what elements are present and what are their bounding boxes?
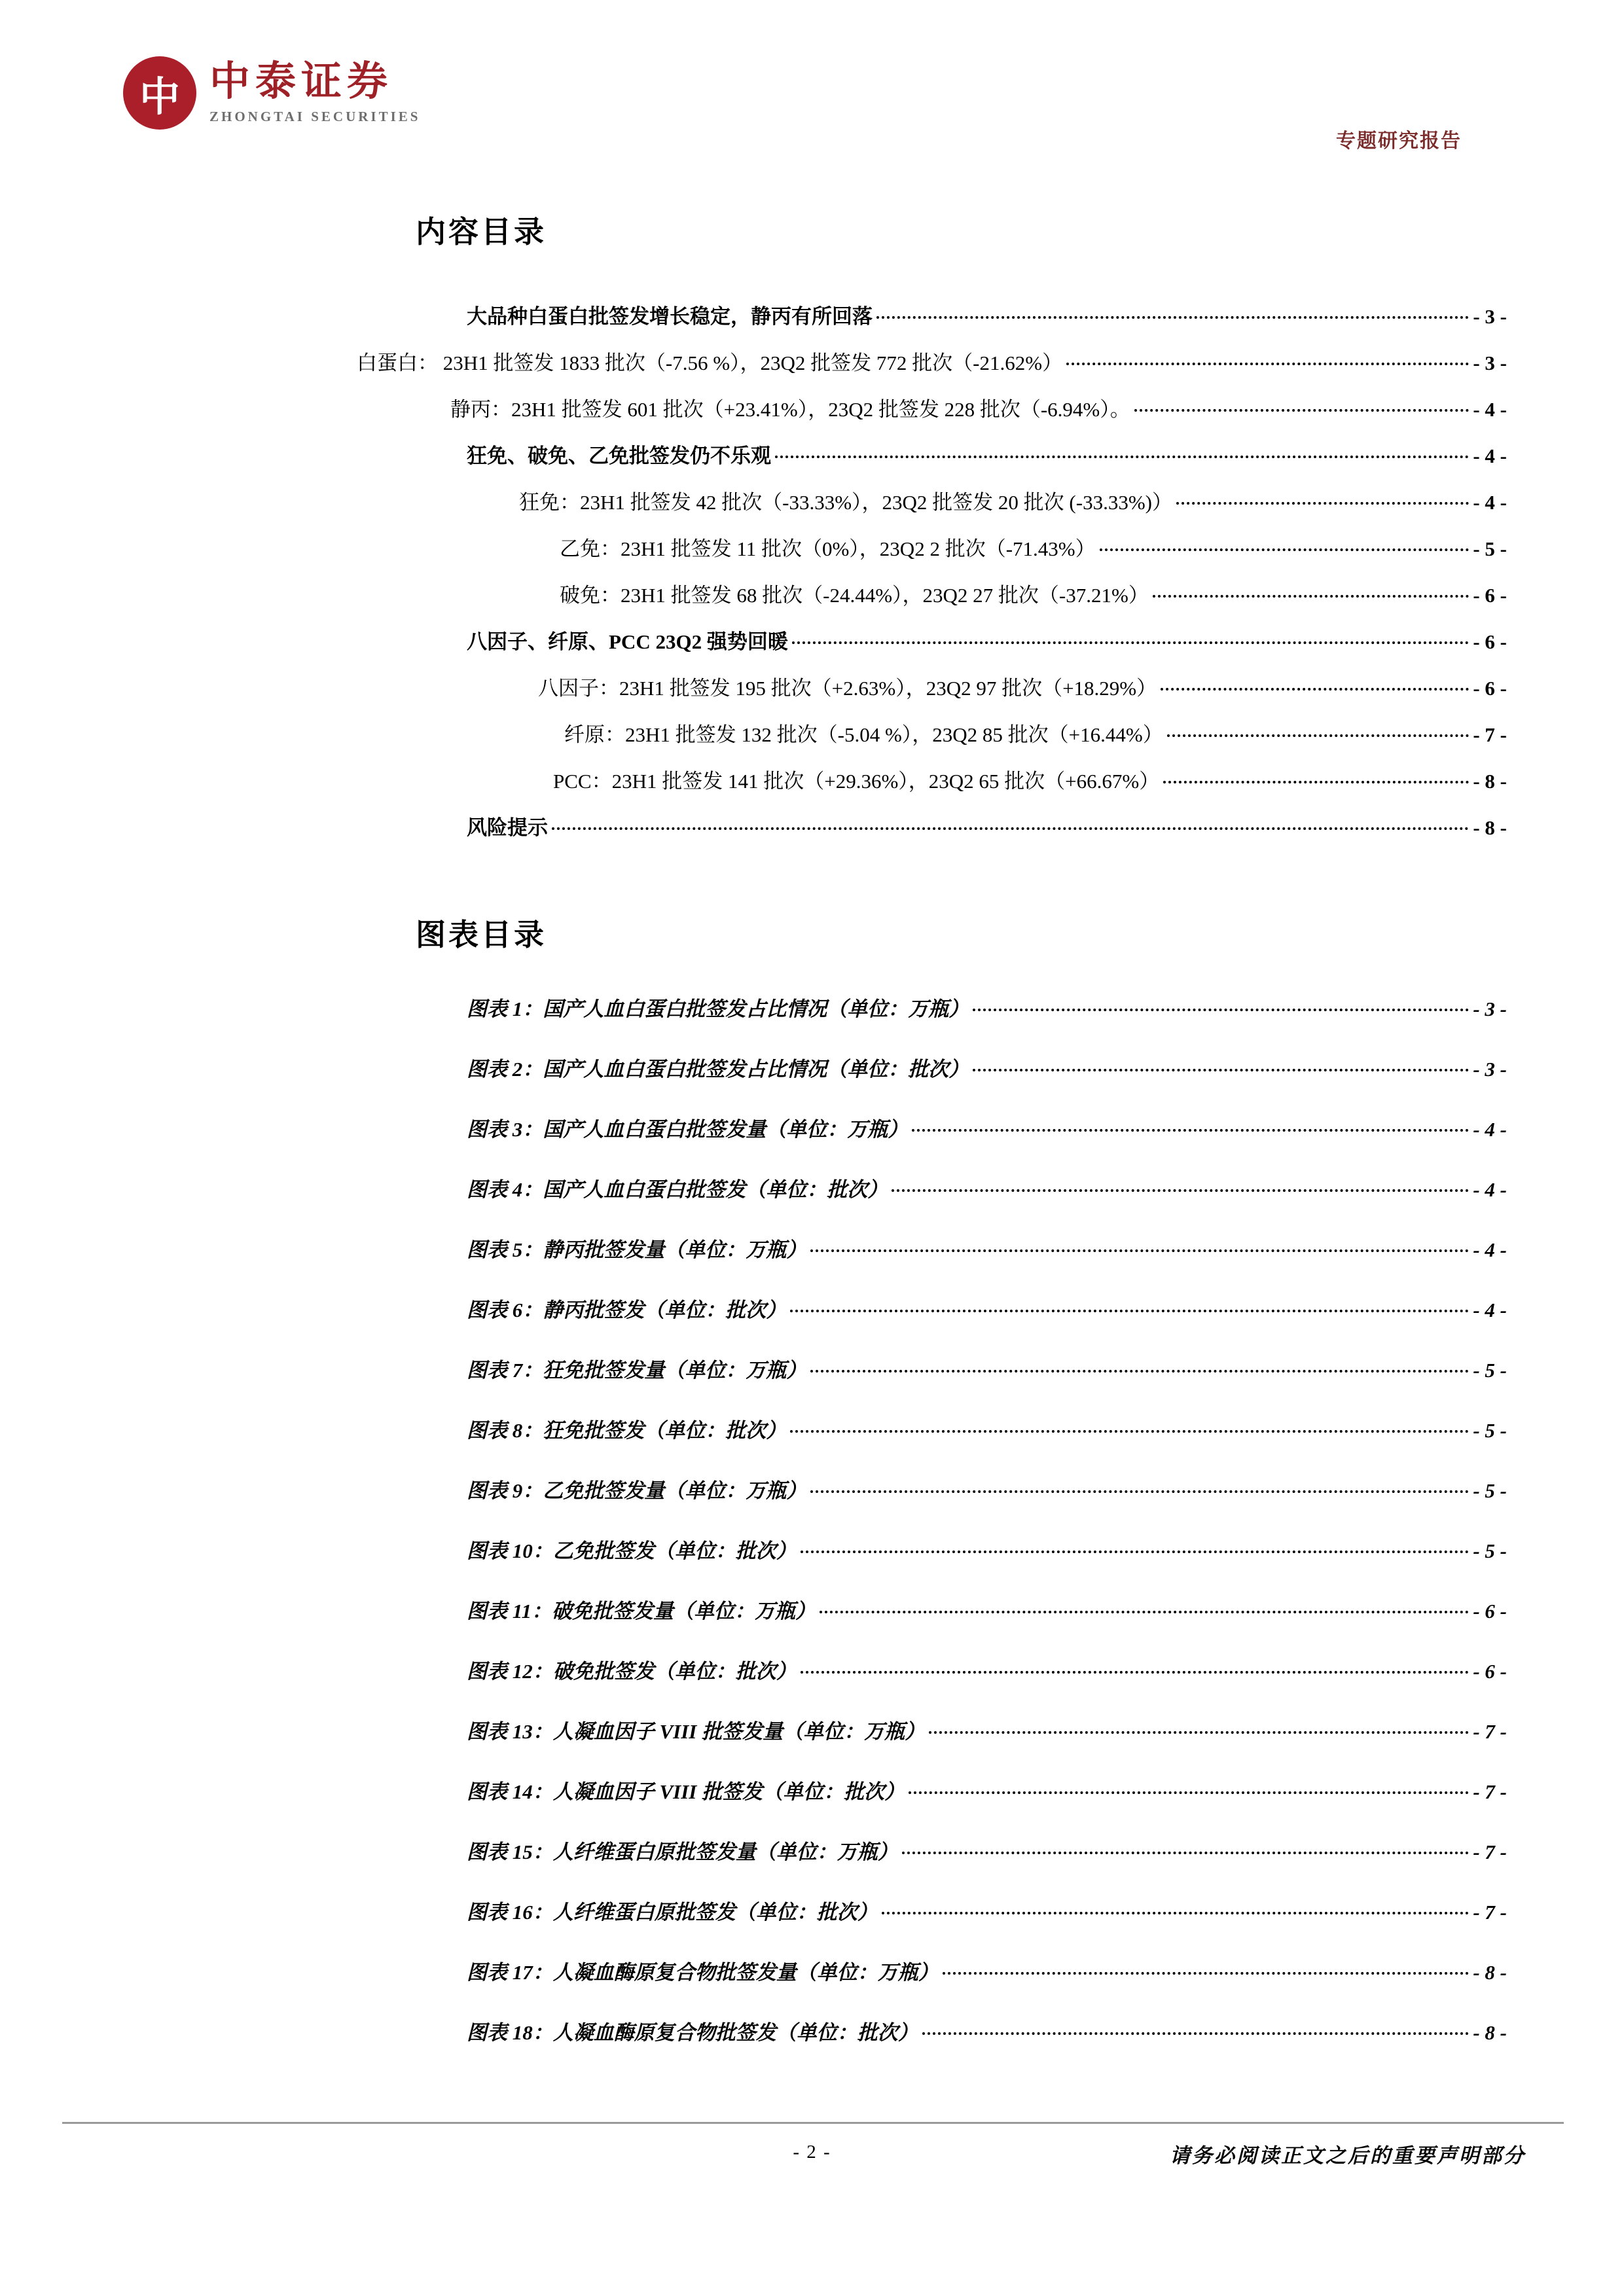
dot-leader: [1153, 595, 1470, 598]
figure-entry-text: 图表 3：国产人血白蛋白批签发量（单位：万瓶）: [467, 1118, 909, 1141]
toc-entry-text: 八因子：23H1 批签发 195 批次（+2.63%），23Q2 97 批次（+18.29%）: [538, 677, 1157, 700]
figure-entry-page: - 3 -: [1473, 1058, 1507, 1081]
dot-leader: [810, 1370, 1469, 1372]
toc-entry-page: - 5 -: [1473, 537, 1507, 560]
dot-leader: [943, 1972, 1470, 1975]
dot-leader: [1100, 548, 1470, 551]
figure-entry-text: 图表 4：国产人血白蛋白批签发（单位：批次）: [467, 1178, 888, 1201]
zhongtai-logo-icon: 中: [123, 56, 196, 130]
figure-entry-text: 图表 17：人凝血酶原复合物批签发量（单位：万瓶）: [467, 1961, 939, 1984]
figure-entry-page: - 5 -: [1473, 1539, 1507, 1562]
toc-entry-text: 狂免、破免、乙免批签发仍不乐观: [467, 444, 771, 467]
dot-leader: [1163, 781, 1469, 783]
figure-entry[interactable]: [467, 1401, 1507, 1461]
toc-entry-page: - 6 -: [1473, 630, 1507, 653]
figure-entry[interactable]: [467, 1581, 1507, 1641]
dot-leader: [1167, 734, 1470, 737]
figure-entry-page: - 4 -: [1473, 1118, 1507, 1141]
dot-leader: [820, 1611, 1469, 1613]
dot-leader: [1176, 502, 1469, 505]
figure-entry[interactable]: [467, 1461, 1507, 1521]
toc-entry[interactable]: [353, 665, 1507, 711]
figure-entry[interactable]: [467, 1100, 1507, 1160]
figure-entry-page: - 5 -: [1473, 1479, 1507, 1502]
figure-entry[interactable]: [467, 1220, 1507, 1280]
figure-entry-text: 图表 14：人凝血因子 VIII 批签发（单位：批次）: [467, 1780, 905, 1803]
figure-entry[interactable]: [467, 1822, 1507, 1882]
dot-leader: [801, 1551, 1470, 1553]
toc-entry[interactable]: [353, 526, 1507, 572]
toc-entry-page: - 8 -: [1473, 770, 1507, 793]
figure-entry-text: 图表 10：乙免批签发（单位：批次）: [467, 1539, 797, 1562]
figure-entry-page: - 7 -: [1473, 1780, 1507, 1803]
toc-title: 内容目录: [416, 215, 547, 249]
dot-leader: [810, 1490, 1469, 1493]
footer-disclaimer: 请务必阅读正文之后的重要声明部分: [1170, 2144, 1526, 2167]
dot-leader: [801, 1671, 1470, 1674]
figure-entry-text: 图表 1：国产人血白蛋白批签发占比情况（单位：万瓶）: [467, 997, 969, 1020]
figure-entry-page: - 6 -: [1473, 1660, 1507, 1683]
toc-entry[interactable]: [353, 711, 1507, 758]
figure-entry[interactable]: [467, 1641, 1507, 1702]
toc-entry-text: 静丙：23H1 批签发 601 批次（+23.41%），23Q2 批签发 228 批次（-6.94%）。: [450, 398, 1130, 421]
toc-entry-page: - 3 -: [1473, 351, 1507, 374]
dot-leader: [902, 1852, 1470, 1854]
toc-list: [353, 293, 1507, 851]
dot-leader: [790, 1430, 1469, 1433]
dot-leader: [792, 641, 1470, 644]
toc-entry-text: 大品种白蛋白批签发增长稳定，静丙有所回落: [467, 305, 873, 328]
figure-entry-text: 图表 8：狂免批签发（单位：批次）: [467, 1419, 787, 1442]
figure-entry[interactable]: [467, 1521, 1507, 1581]
figure-directory-title: 图表目录: [416, 918, 547, 952]
logo-en-text: ZHONGTAI SECURITIES: [209, 109, 421, 125]
figure-entry[interactable]: [467, 1943, 1507, 2003]
figure-entry[interactable]: [467, 1340, 1507, 1401]
figure-entry-page: - 7 -: [1473, 1901, 1507, 1924]
figure-entry[interactable]: [467, 1280, 1507, 1340]
figure-entry[interactable]: [467, 2003, 1507, 2063]
toc-entry[interactable]: [353, 619, 1507, 665]
dot-leader: [929, 1731, 1469, 1734]
toc-entry[interactable]: [353, 340, 1507, 386]
zhongtai-logo: [123, 56, 420, 130]
toc-entry-text: 纤原：23H1 批签发 132 批次（-5.04 %），23Q2 85 批次（+16.44%）: [564, 723, 1163, 746]
toc-entry-page: - 7 -: [1473, 723, 1507, 746]
dot-leader: [973, 1069, 1469, 1071]
figure-entry-page: - 4 -: [1473, 1178, 1507, 1201]
dot-leader: [775, 456, 1469, 458]
figure-entry-page: - 5 -: [1473, 1419, 1507, 1442]
toc-entry-text: 白蛋白： 23H1 批签发 1833 批次（-7.56 %），23Q2 批签发 772 批次（-21.62%）: [357, 351, 1063, 374]
footer-divider: [62, 2122, 1564, 2124]
figure-entry-page: - 8 -: [1473, 1961, 1507, 1984]
toc-entry-page: - 4 -: [1473, 398, 1507, 421]
toc-entry-page: - 6 -: [1473, 584, 1507, 607]
toc-entry-text: PCC：23H1 批签发 141 批次（+29.36%），23Q2 65 批次（+66.67%）: [553, 770, 1160, 793]
figure-entry-text: 图表 7：狂免批签发量（单位：万瓶）: [467, 1359, 807, 1382]
toc-entry[interactable]: [353, 433, 1507, 479]
dot-leader: [892, 1189, 1469, 1192]
figure-entry-text: 图表 5：静丙批签发量（单位：万瓶）: [467, 1238, 807, 1261]
toc-entry-text: 破免：23H1 批签发 68 批次（-24.44%），23Q2 27 批次（-37.21%）: [560, 584, 1149, 607]
figure-entry-text: 图表 6：静丙批签发（单位：批次）: [467, 1299, 787, 1321]
figure-entry-text: 图表 16：人纤维蛋白原批签发（单位：批次）: [467, 1901, 878, 1924]
toc-entry[interactable]: [353, 804, 1507, 851]
toc-entry[interactable]: [353, 386, 1507, 433]
figure-entry-page: - 8 -: [1473, 2021, 1507, 2044]
dot-leader: [552, 827, 1469, 830]
toc-entry-text: 风险提示: [467, 816, 548, 839]
figure-entry[interactable]: [467, 1160, 1507, 1220]
figure-entry-page: - 6 -: [1473, 1600, 1507, 1623]
figure-entry-text: 图表 9：乙免批签发量（单位：万瓶）: [467, 1479, 807, 1502]
toc-entry-page: - 4 -: [1473, 444, 1507, 467]
figure-entry-text: 图表 15：人纤维蛋白原批签发量（单位：万瓶）: [467, 1840, 898, 1863]
figure-entry-page: - 4 -: [1473, 1238, 1507, 1261]
figure-entry-text: 图表 2：国产人血白蛋白批签发占比情况（单位：批次）: [467, 1058, 969, 1081]
dot-leader: [882, 1912, 1470, 1914]
toc-entry-page: - 6 -: [1473, 677, 1507, 700]
toc-entry[interactable]: [353, 758, 1507, 804]
figure-entry[interactable]: [467, 1039, 1507, 1100]
figure-entry-text: 图表 12：破免批签发（单位：批次）: [467, 1660, 797, 1683]
figure-entry[interactable]: [467, 1702, 1507, 1762]
dot-leader: [909, 1791, 1469, 1794]
dot-leader: [912, 1129, 1469, 1132]
figure-entry-text: 图表 11：破免批签发量（单位：万瓶）: [467, 1600, 816, 1623]
dot-leader: [1066, 363, 1469, 365]
figure-entry-text: 图表 18：人凝血酶原复合物批签发（单位：批次）: [467, 2021, 918, 2044]
report-type-label: 专题研究报告: [1336, 130, 1462, 152]
dot-leader: [1161, 688, 1469, 691]
toc-entry[interactable]: [353, 572, 1507, 619]
footer-page-number: - 2 -: [793, 2142, 831, 2162]
toc-entry[interactable]: [353, 479, 1507, 526]
dot-leader: [810, 1249, 1469, 1252]
toc-entry-text: 狂免：23H1 批签发 42 批次（-33.33%），23Q2 批签发 20 批次 (-33.33%)）: [519, 491, 1172, 514]
figure-entry-page: - 3 -: [1473, 997, 1507, 1020]
dot-leader: [973, 1009, 1469, 1011]
figure-entry[interactable]: [467, 1762, 1507, 1822]
logo-cn-text: 中泰证券: [209, 59, 393, 104]
dot-leader: [790, 1310, 1469, 1312]
figure-entry-page: - 7 -: [1473, 1720, 1507, 1743]
figure-entry-page: - 5 -: [1473, 1359, 1507, 1382]
dot-leader: [876, 316, 1469, 319]
figure-entry[interactable]: [467, 979, 1507, 1039]
dot-leader: [1134, 409, 1470, 412]
figure-entry-page: - 4 -: [1473, 1299, 1507, 1321]
toc-entry-page: - 3 -: [1473, 305, 1507, 328]
figure-entry[interactable]: [467, 1882, 1507, 1943]
toc-entry-text: 乙免：23H1 批签发 11 批次（0%），23Q2 2 批次（-71.43%）: [560, 537, 1096, 560]
toc-entry-text: 八因子、纤原、PCC 23Q2 强势回暖: [467, 630, 788, 653]
toc-entry-page: - 8 -: [1473, 816, 1507, 839]
figure-entry-text: 图表 13：人凝血因子 VIII 批签发量（单位：万瓶）: [467, 1720, 926, 1743]
dot-leader: [922, 2032, 1470, 2035]
toc-entry-page: - 4 -: [1473, 491, 1507, 514]
figure-list: [467, 979, 1507, 2063]
toc-entry[interactable]: [353, 293, 1507, 340]
figure-entry-page: - 7 -: [1473, 1840, 1507, 1863]
